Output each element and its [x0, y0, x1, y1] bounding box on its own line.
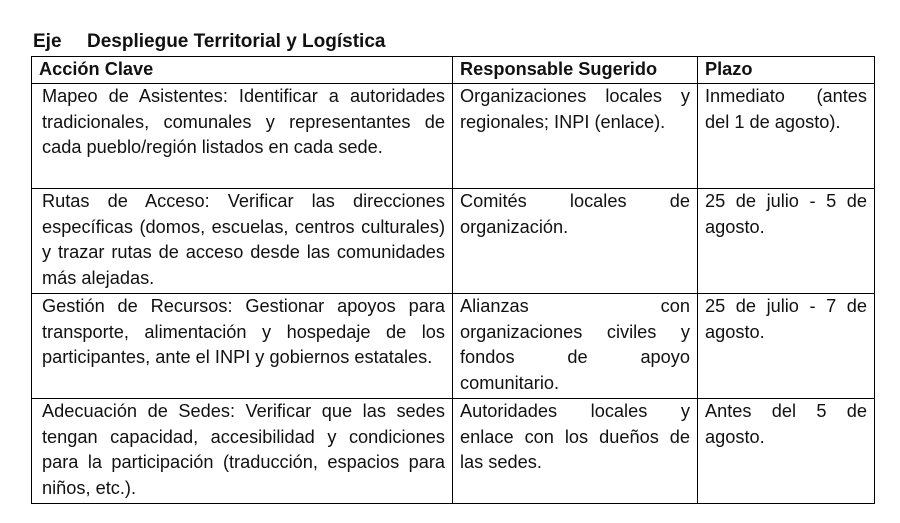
- cell-accion: Mapeo de Asistentes: Identificar a autoridades tradicionales, comunales y representantes de cada pueblo/región listados en cada sede.: [32, 84, 453, 189]
- cell-plazo: 25 de julio - 7 de agosto.: [698, 294, 875, 399]
- table-row: [32, 294, 875, 399]
- action-table: [31, 56, 875, 504]
- header-responsable-sugerido: Responsable Sugerido: [453, 57, 698, 84]
- cell-responsable: Alianzas con organizaciones civiles y fondos de apoyo comunitario.: [453, 294, 698, 399]
- cell-plazo: 25 de julio - 5 de agosto.: [698, 189, 875, 294]
- table-header-row: [32, 57, 875, 84]
- table-row: [32, 399, 875, 504]
- cell-accion: Rutas de Acceso: Verificar las direcciones específicas (domos, escuelas, centros culturales) y trazar rutas de acceso desde las comunidades más alejadas.: [32, 189, 453, 294]
- cell-accion: Gestión de Recursos: Gestionar apoyos para transporte, alimentación y hospedaje de los participantes, ante el INPI y gobiernos estatales.: [32, 294, 453, 399]
- table-row: [32, 84, 875, 189]
- cell-responsable: Comités locales de organización.: [453, 189, 698, 294]
- cell-accion: Adecuación de Sedes: Verificar que las sedes tengan capacidad, accesibilidad y condiciones para la participación (traducción, espacios para niños, etc.).: [32, 399, 453, 504]
- axis-label: Eje: [33, 31, 62, 52]
- header-accion-clave: Acción Clave: [32, 57, 453, 84]
- cell-responsable: Organizaciones locales y regionales; INPI (enlace).: [453, 84, 698, 189]
- cell-responsable: Autoridades locales y enlace con los dueños de las sedes.: [453, 399, 698, 504]
- header-plazo: Plazo: [698, 57, 875, 84]
- cell-plazo: Antes del 5 de agosto.: [698, 399, 875, 504]
- cell-plazo: Inmediato (antes del 1 de agosto).: [698, 84, 875, 189]
- section-title: Despliegue Territorial y Logística: [87, 31, 386, 52]
- table-row: [32, 189, 875, 294]
- section-heading: [33, 31, 385, 53]
